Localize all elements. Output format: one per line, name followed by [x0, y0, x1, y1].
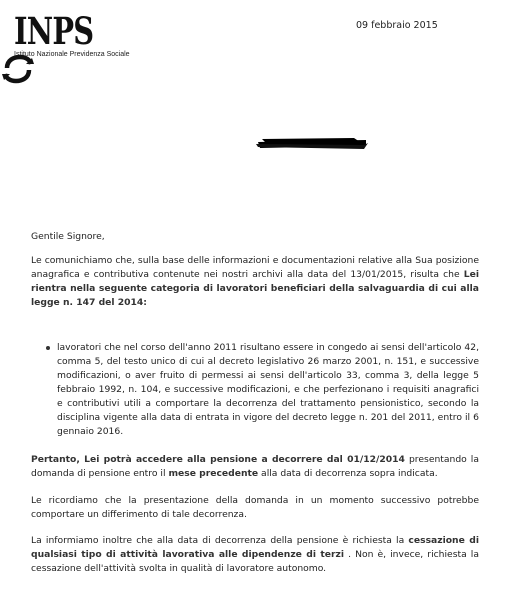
paragraph-intro-text: Le comunichiamo che, sulla base delle informazioni e documentazioni relative alla Sua posizione anagrafica e contributiva contenute nei nostri archivi alla data del 13/01/2015, risulta che: [31, 255, 479, 280]
bullet-dot: [46, 346, 50, 350]
inps-logo: [14, 9, 164, 58]
logo-wordmark: INPS: [14, 9, 94, 53]
pension-date-text-end: alla data di decorrenza sopra indicata.: [258, 468, 438, 479]
paragraph-intro-bold: Lei rientra nella seguente categoria di lavoratori beneficiari della salvaguardia di cui alla legge n. 147 del 2014:: [31, 269, 479, 308]
paragraph-intro: [31, 254, 479, 310]
logo-subtitle: Istituto Nazionale Previdenza Sociale: [14, 51, 130, 58]
bullet-section: [46, 341, 479, 439]
cessation-bold: cessazione di qualsiasi tipo di attività lavorativa alle dipendenze di terzi: [31, 535, 479, 560]
letter-date: 09 febbraio 2015: [356, 20, 438, 31]
bullet-text: lavoratori che nel corso dell'anno 2011 risultano essere in congedo ai sensi dell'articolo 42, comma 5, del testo unico di cui al decreto legislativo 26 marzo 2001, n. 151, e successive modificazioni, o aver fruito di permessi ai sensi dell'articolo 33, comma 3, della legge 5 febbraio 1992, n. 104, e successive modificazioni, e che perfezionano i requisiti anagrafici e contributivi utili a comportare la decorrenza del trattamento pensionistico, secondo la disciplina vigente alla data di entrata in vigore del decreto legge n. 201 del 2011, entro il 6 gennaio 2016.: [57, 342, 479, 437]
paragraph-pension-date: [31, 453, 479, 481]
greeting: Gentile Signore,: [31, 231, 105, 242]
pension-date-bold: Pertanto, Lei potrà accedere alla pensione a decorrere dal 01/12/2014: [31, 454, 405, 465]
cessation-text: La informiamo inoltre che alla data di decorrenza della pensione è richiesta la: [31, 535, 409, 546]
cessation-text-end: . Non è, invece, richiesta la cessazione dell'attività svolta in qualità di lavoratore autonomo.: [31, 549, 479, 574]
paragraph-cessation: [31, 534, 479, 576]
paragraph-reminder: Le ricordiamo che la presentazione della domanda in un momento successivo potrebbe comportare un differimento di tale decorrenza.: [31, 495, 479, 520]
redacted-recipient: [256, 137, 368, 151]
pension-month-bold: mese precedente: [168, 468, 259, 479]
inps-arrows-logo-icon: [2, 54, 34, 84]
list-item: [46, 341, 479, 439]
pension-date-text: presentando la domanda di pensione entro il: [31, 454, 479, 479]
